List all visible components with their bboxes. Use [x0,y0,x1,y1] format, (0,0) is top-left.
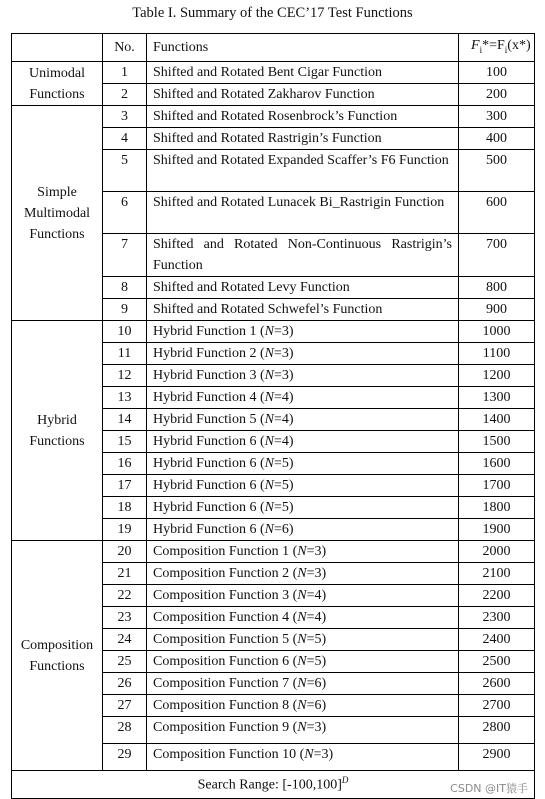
search-range: Search Range: $[-100,100]^D$ CSDN @IT猿手 [12,771,535,799]
header-category [12,34,103,62]
function-optimum: 800 [459,277,535,299]
function-no: 29 [103,744,147,771]
table-row [12,62,535,84]
function-optimum: 700 [459,234,535,277]
function-name: Hybrid Function 1 (N=3) [147,321,459,343]
function-no: 15 [103,431,147,453]
function-optimum: 2600 [459,673,535,695]
function-optimum: 1800 [459,497,535,519]
function-name: Composition Function 8 (N=6) [147,695,459,717]
category-cell [12,321,103,541]
function-no: 6 [103,192,147,234]
function-no: 9 [103,299,147,321]
header-no: No. [103,34,147,62]
function-name: Hybrid Function 6 (N=5) [147,453,459,475]
function-optimum: 2500 [459,651,535,673]
table-row [12,541,535,563]
category-label: Composition [20,637,94,653]
function-optimum: 2200 [459,585,535,607]
function-name: Hybrid Function 6 (N=5) [147,475,459,497]
function-name: Shifted and Rotated Schwefel’s Function [147,299,459,321]
function-no: 11 [103,343,147,365]
category-cell [12,62,103,106]
function-optimum: 1200 [459,365,535,387]
function-name: Composition Function 1 (N=3) [147,541,459,563]
function-no: 1 [103,62,147,84]
function-no: 12 [103,365,147,387]
function-name: Hybrid Function 4 (N=4) [147,387,459,409]
function-no: 14 [103,409,147,431]
footer-row [12,771,535,799]
category-label: Unimodal [29,65,85,81]
function-name: Composition Function 2 (N=3) [147,563,459,585]
category-label: Multimodal [23,205,91,221]
function-optimum: 600 [459,192,535,234]
function-name: Hybrid Function 6 (N=5) [147,497,459,519]
function-optimum: 2700 [459,695,535,717]
function-no: 16 [103,453,147,475]
function-name: Shifted and Rotated Rosenbrock’s Function [147,106,459,128]
function-no: 3 [103,106,147,128]
function-optimum: 2100 [459,563,535,585]
function-name: Composition Function 5 (N=5) [147,629,459,651]
category-label: Functions [29,86,85,102]
function-optimum: 2400 [459,629,535,651]
table-row [12,106,535,128]
function-name: Composition Function 6 (N=5) [147,651,459,673]
category-cell [12,106,103,321]
function-name: Hybrid Function 6 (N=4) [147,431,459,453]
function-name: Shifted and Rotated Lunacek Bi_Rastrigin Function [147,192,459,234]
function-no: 27 [103,695,147,717]
function-name: Hybrid Function 5 (N=4) [147,409,459,431]
category-label: Hybrid [37,412,77,428]
function-name: Shifted and Rotated Expanded Scaffer’s F6 Function [147,150,459,192]
function-name: Shifted and Rotated Levy Function [147,277,459,299]
watermark: CSDN @IT猿手 [450,782,528,795]
category-label: Functions [29,226,85,242]
function-no: 20 [103,541,147,563]
header-fstar: $F_i*=F_i(x*)$ [459,34,535,62]
function-optimum: 2300 [459,607,535,629]
function-optimum: 100 [459,62,535,84]
function-no: 18 [103,497,147,519]
function-name: Hybrid Function 6 (N=6) [147,519,459,541]
functions-table [11,33,535,799]
function-optimum: 1600 [459,453,535,475]
function-optimum: 500 [459,150,535,192]
function-optimum: 1100 [459,343,535,365]
function-no: 5 [103,150,147,192]
header-functions: Functions [147,34,459,62]
function-name: Shifted and Rotated Bent Cigar Function [147,62,459,84]
function-no: 4 [103,128,147,150]
function-name: Composition Function 4 (N=4) [147,607,459,629]
function-name: Shifted and Rotated Zakharov Function [147,84,459,106]
function-optimum: 2000 [459,541,535,563]
function-no: 2 [103,84,147,106]
function-no: 25 [103,651,147,673]
function-optimum: 1700 [459,475,535,497]
function-optimum: 2900 [459,744,535,771]
function-no: 8 [103,277,147,299]
table-caption: Table I. Summary of the CEC’17 Test Functions [132,5,413,21]
function-optimum: 1400 [459,409,535,431]
function-no: 26 [103,673,147,695]
function-name: Composition Function 3 (N=4) [147,585,459,607]
function-no: 22 [103,585,147,607]
category-label: Simple [37,184,77,200]
function-optimum: 1000 [459,321,535,343]
function-no: 23 [103,607,147,629]
function-name: Composition Function 10 (N=3) [147,744,459,771]
table-row [12,321,535,343]
header-row [12,34,535,62]
category-label: Functions [29,433,85,449]
function-no: 10 [103,321,147,343]
function-name: Hybrid Function 3 (N=3) [147,365,459,387]
function-no: 28 [103,717,147,744]
function-optimum: 900 [459,299,535,321]
function-optimum: 1300 [459,387,535,409]
function-optimum: 400 [459,128,535,150]
function-name: Composition Function 7 (N=6) [147,673,459,695]
category-label: Functions [29,658,85,674]
function-optimum: 1900 [459,519,535,541]
function-no: 17 [103,475,147,497]
function-optimum: 2800 [459,717,535,744]
function-name: Hybrid Function 2 (N=3) [147,343,459,365]
function-no: 7 [103,234,147,277]
category-cell [12,541,103,771]
function-name: Shifted and Rotated Non-Continuous Rastrigin’s Function [147,234,459,277]
function-name: Composition Function 9 (N=3) [147,717,459,744]
function-optimum: 1500 [459,431,535,453]
function-no: 21 [103,563,147,585]
function-no: 24 [103,629,147,651]
function-no: 13 [103,387,147,409]
function-name: Shifted and Rotated Rastrigin’s Function [147,128,459,150]
function-optimum: 200 [459,84,535,106]
function-optimum: 300 [459,106,535,128]
function-no: 19 [103,519,147,541]
